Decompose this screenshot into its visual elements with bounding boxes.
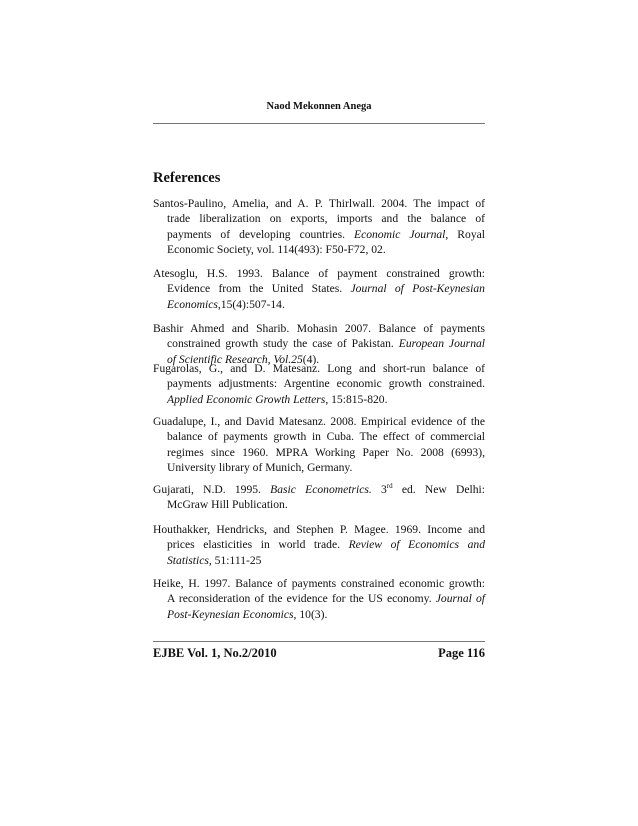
reference-line: University library of Munich, Germany. [167,461,353,475]
reference-line: of Scientific Research, Vol.25(4). [167,352,320,366]
reference-line: payments adjustments: Argentine economic growth constrained. [167,377,485,391]
reference-line: prices elasticities in world trade. Review of Economics and [167,538,485,552]
reference-line: regimes since 1960. MPRA Working Paper No. 2008 (6993), [167,445,485,459]
reference-entry [153,576,485,622]
reference-line: Evidence from the United States. Journal of Post-Keynesian [167,282,485,296]
reference-line: Guadalupe, I., and David Matesanz. 2008. Empirical evidence of the [153,415,485,428]
reference-line: Heike, H. 1997. Balance of payments constrained economic growth: [153,577,485,590]
reference-line: trade liberalization on exports, imports and the balance of [167,212,485,226]
reference-line: Applied Economic Growth Letters, 15:815-820. [167,392,388,406]
journal-title: Economics [167,297,218,311]
reference-line: Economics,15(4):507-14. [167,297,285,311]
reference-entry [153,522,485,568]
section-title: References [153,170,221,186]
reference-line: A reconsideration of the evidence for the US economy. Journal of [167,592,486,606]
reference-line: Gujarati, N.D. 1995. Basic Econometrics. 3rd ed. New Delhi: [153,482,485,496]
reference-entry [153,414,485,476]
page-number: Page 116 [438,646,485,660]
reference-line: Santos-Paulino, Amelia, and A. P. Thirlwall. 2004. The impact of [153,197,485,210]
journal-footer: EJBE Vol. 1, No.2/2010 [153,646,277,660]
reference-line: Bashir Ahmed and Sharib. Mohasin 2007. Balance of payments [153,322,485,335]
journal-title: European Journal [398,337,486,351]
journal-title: Applied Economic Growth Letters [167,392,326,406]
reference-line: Post-Keynesian Economics, 10(3). [167,607,328,621]
journal-title: Economic Journal [353,227,446,241]
reference-entry [153,196,485,258]
reference-entry [153,266,485,312]
journal-title: of Scientific Research, Vol.25 [167,352,303,366]
reference-line: payments of developing countries. Economic Journal, Royal [167,227,485,241]
reference-line: Houthakker, Hendricks, and Stephen P. Magee. 1969. Income and [153,523,485,536]
reference-line: Atesoglu, H.S. 1993. Balance of payment constrained growth: [153,267,485,280]
reference-line: Statistics, 51:111-25 [167,553,262,567]
journal-title: Review of Economics and [348,538,485,552]
journal-title: Statistics [167,553,209,567]
reference-line: Economic Society, vol. 114(493): F50-F72, 02. [167,243,386,257]
reference-line: McGraw Hill Publication. [167,498,288,512]
reference-line: balance of payments growth in Cuba. The effect of commercial [167,430,485,444]
footer-rule [153,641,485,642]
journal-title: Journal of Post-Keynesian [350,282,485,296]
reference-entry [153,361,485,407]
reference-line: Fugarolas, G., and D. Matesanz. Long and short-run balance of [153,362,485,375]
journal-title: Post-Keynesian Economics [167,607,294,621]
journal-title: Journal of [435,592,486,606]
reference-line: constrained growth study the case of Pakistan. European Journal [167,337,486,351]
book-title: Basic Econometrics. [270,483,372,496]
reference-entry [153,482,485,513]
running-header: Naod Mekonnen Anega [266,101,372,112]
header-rule [153,123,485,124]
ordinal-suffix: rd [386,482,393,490]
